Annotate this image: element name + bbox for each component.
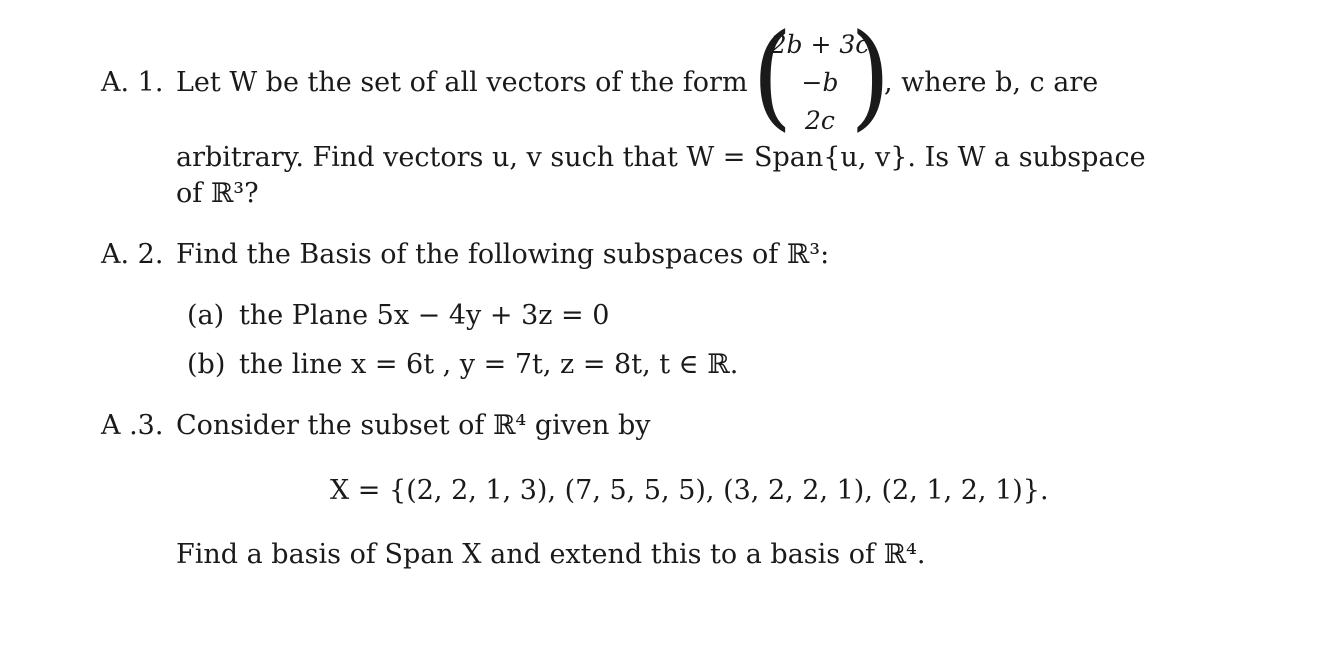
matrix-entry-3: 2c: [805, 106, 835, 135]
problem-a3-closing: Find a basis of Span X and extend this to a basis of ℝ⁴.: [176, 539, 926, 570]
problem-a2-item-b-marker: (b): [187, 349, 226, 380]
problem-a3-intro: Consider the subset of ℝ⁴ given by: [176, 410, 651, 441]
problem-a1-line3: of ℝ³?: [176, 178, 259, 209]
problem-a3-equation: X = {(2, 2, 1, 3), (7, 5, 5, 5), (3, 2, 2, 1), (2, 1, 2, 1)}.: [330, 475, 1049, 506]
matrix-entry-2: −b: [801, 68, 839, 97]
problem-a2-item-a-text: the Plane 5x − 4y + 3z = 0: [239, 300, 610, 331]
problem-a2-item-b-text: the line x = 6t , y = 7t, z = 8t, t ∈ ℝ.: [239, 349, 739, 380]
problem-a3-label: A .3.: [101, 410, 164, 441]
problem-a2-intro: Find the Basis of the following subspaces of ℝ³:: [176, 239, 830, 270]
matrix-right-paren: ): [850, 8, 891, 143]
matrix-left-paren: (: [752, 8, 793, 143]
problem-a1-line2: arbitrary. Find vectors u, v such that W = Span{u, v}. Is W a subspace: [176, 142, 1146, 173]
problem-a1-label: A. 1.: [101, 67, 164, 98]
problem-a2-label: A. 2.: [101, 239, 164, 270]
problem-a2-item-a-marker: (a): [187, 300, 225, 331]
problem-a1-line1-pre-text: Let W be the set of all vectors of the form: [176, 67, 748, 98]
problem-a1-line1-post: , where b, c are: [884, 67, 1099, 98]
problem-a1-line1-pre: [176, 69, 748, 96]
matrix-entry-1: 2b + 3c: [770, 30, 870, 59]
